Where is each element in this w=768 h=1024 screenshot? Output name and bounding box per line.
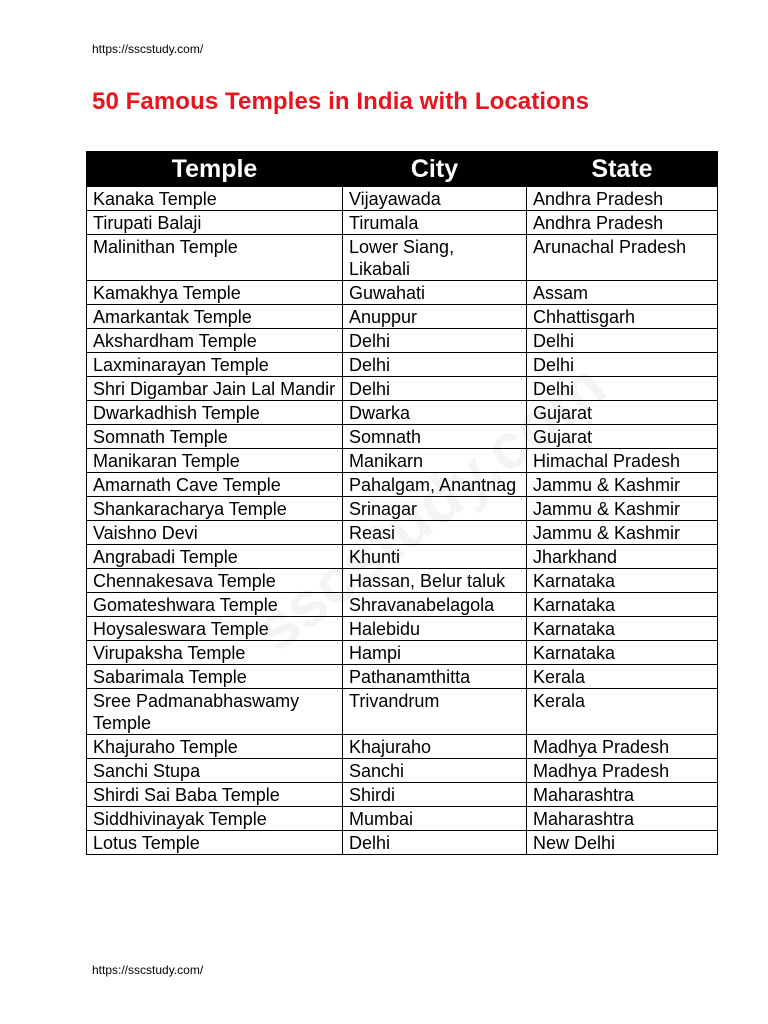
table-row [87, 831, 718, 855]
table-row [87, 211, 718, 235]
cell-city: Lower Siang, Likabali [343, 235, 527, 281]
table-row [87, 329, 718, 353]
table-row [87, 281, 718, 305]
cell-temple: Amarnath Cave Temple [87, 473, 343, 497]
cell-temple: Siddhivinayak Temple [87, 807, 343, 831]
cell-city: Khunti [343, 545, 527, 569]
cell-state: Jammu & Kashmir [527, 497, 718, 521]
cell-city: Dwarka [343, 401, 527, 425]
column-header-state: State [527, 152, 718, 187]
cell-temple: Sree Padmanabhaswamy Temple [87, 689, 343, 735]
table-row [87, 425, 718, 449]
cell-city: Guwahati [343, 281, 527, 305]
table-row [87, 449, 718, 473]
cell-city: Halebidu [343, 617, 527, 641]
cell-temple: Gomateshwara Temple [87, 593, 343, 617]
cell-city: Manikarn [343, 449, 527, 473]
cell-city: Hassan, Belur taluk [343, 569, 527, 593]
cell-temple: Somnath Temple [87, 425, 343, 449]
cell-temple: Tirupati Balaji [87, 211, 343, 235]
cell-temple: Kanaka Temple [87, 187, 343, 211]
cell-city: Mumbai [343, 807, 527, 831]
cell-city: Reasi [343, 521, 527, 545]
cell-temple: Dwarkadhish Temple [87, 401, 343, 425]
temples-table [86, 151, 718, 855]
table-row [87, 569, 718, 593]
cell-temple: Manikaran Temple [87, 449, 343, 473]
cell-state: Delhi [527, 329, 718, 353]
table-row [87, 521, 718, 545]
cell-state: Himachal Pradesh [527, 449, 718, 473]
cell-state: Jharkhand [527, 545, 718, 569]
table-row [87, 735, 718, 759]
cell-temple: Hoysaleswara Temple [87, 617, 343, 641]
cell-city: Khajuraho [343, 735, 527, 759]
cell-temple: Angrabadi Temple [87, 545, 343, 569]
column-header-temple: Temple [87, 152, 343, 187]
cell-state: Gujarat [527, 401, 718, 425]
cell-city: Shravanabelagola [343, 593, 527, 617]
cell-temple: Lotus Temple [87, 831, 343, 855]
column-header-city: City [343, 152, 527, 187]
table-row [87, 377, 718, 401]
cell-state: Delhi [527, 353, 718, 377]
cell-city: Anuppur [343, 305, 527, 329]
cell-city: Sanchi [343, 759, 527, 783]
cell-temple: Akshardham Temple [87, 329, 343, 353]
cell-state: Karnataka [527, 593, 718, 617]
table-row [87, 497, 718, 521]
cell-city: Hampi [343, 641, 527, 665]
table-body [87, 187, 718, 855]
cell-temple: Shri Digambar Jain Lal Mandir [87, 377, 343, 401]
cell-city: Delhi [343, 353, 527, 377]
cell-temple: Sabarimala Temple [87, 665, 343, 689]
cell-temple: Amarkantak Temple [87, 305, 343, 329]
table-row [87, 305, 718, 329]
cell-temple: Laxminarayan Temple [87, 353, 343, 377]
cell-temple: Shirdi Sai Baba Temple [87, 783, 343, 807]
cell-state: Madhya Pradesh [527, 735, 718, 759]
cell-state: Kerala [527, 689, 718, 735]
cell-state: Karnataka [527, 641, 718, 665]
cell-temple: Virupaksha Temple [87, 641, 343, 665]
table-row [87, 759, 718, 783]
table-row [87, 665, 718, 689]
page-title: 50 Famous Temples in India with Locations [92, 88, 590, 115]
cell-state: Maharashtra [527, 807, 718, 831]
cell-state: Delhi [527, 377, 718, 401]
cell-city: Delhi [343, 831, 527, 855]
cell-state: New Delhi [527, 831, 718, 855]
cell-city: Pathanamthitta [343, 665, 527, 689]
cell-state: Gujarat [527, 425, 718, 449]
header-url: https://sscstudy.com/ [92, 42, 204, 56]
table-row [87, 783, 718, 807]
cell-state: Assam [527, 281, 718, 305]
cell-state: Karnataka [527, 617, 718, 641]
table-row [87, 641, 718, 665]
cell-city: Shirdi [343, 783, 527, 807]
cell-state: Jammu & Kashmir [527, 473, 718, 497]
cell-city: Somnath [343, 425, 527, 449]
cell-state: Chhattisgarh [527, 305, 718, 329]
cell-state: Jammu & Kashmir [527, 521, 718, 545]
cell-city: Tirumala [343, 211, 527, 235]
cell-temple: Khajuraho Temple [87, 735, 343, 759]
cell-state: Karnataka [527, 569, 718, 593]
cell-temple: Kamakhya Temple [87, 281, 343, 305]
cell-city: Pahalgam, Anantnag [343, 473, 527, 497]
cell-state: Andhra Pradesh [527, 187, 718, 211]
table-header-row [87, 152, 718, 187]
table-row [87, 353, 718, 377]
cell-temple: Sanchi Stupa [87, 759, 343, 783]
cell-state: Arunachal Pradesh [527, 235, 718, 281]
cell-temple: Vaishno Devi [87, 521, 343, 545]
table-row [87, 473, 718, 497]
cell-state: Maharashtra [527, 783, 718, 807]
table-row [87, 235, 718, 281]
cell-city: Vijayawada [343, 187, 527, 211]
table-row [87, 187, 718, 211]
cell-temple: Malinithan Temple [87, 235, 343, 281]
table-row [87, 545, 718, 569]
cell-temple: Chennakesava Temple [87, 569, 343, 593]
table-row [87, 689, 718, 735]
table-row [87, 401, 718, 425]
cell-city: Delhi [343, 329, 527, 353]
cell-temple: Shankaracharya Temple [87, 497, 343, 521]
cell-city: Delhi [343, 377, 527, 401]
table-row [87, 617, 718, 641]
cell-city: Trivandrum [343, 689, 527, 735]
cell-state: Madhya Pradesh [527, 759, 718, 783]
table-row [87, 807, 718, 831]
cell-city: Srinagar [343, 497, 527, 521]
cell-state: Andhra Pradesh [527, 211, 718, 235]
cell-state: Kerala [527, 665, 718, 689]
footer-url: https://sscstudy.com/ [92, 963, 204, 977]
table-row [87, 593, 718, 617]
